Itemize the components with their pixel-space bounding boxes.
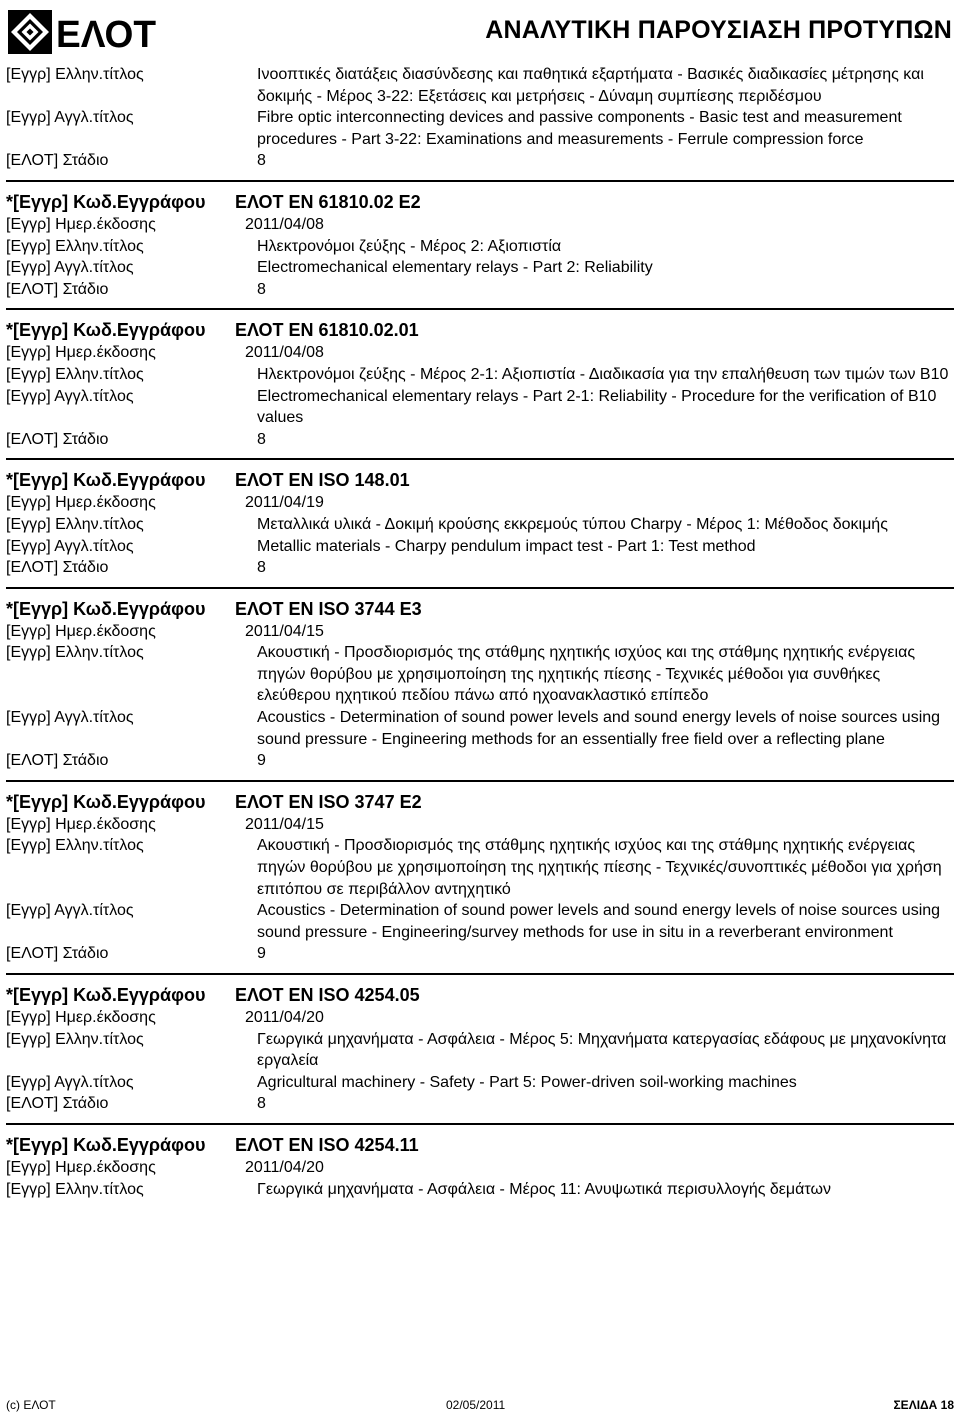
- date-label: [Εγγρ] Ημερ.έκδοσης: [6, 344, 156, 362]
- stage-value: 8: [257, 152, 266, 170]
- code-value: ΕΛΟΤ EN ISO 4254.11: [235, 1134, 419, 1155]
- date-value: 2011/04/19: [245, 494, 324, 512]
- greek-title-value: Μεταλλικά υλικά - Δοκιμή κρούσης εκκρεμούς τύπου Charpy - Μέρος 1: Μέθοδος δοκιμής: [257, 515, 888, 533]
- english-title-label: [Εγγρ] Αγγλ.τίτλος: [6, 109, 134, 127]
- code-label: *[Εγγρ] Κωδ.Εγγράφου: [6, 791, 206, 812]
- standards-list: [6, 64, 954, 1200]
- footer-page-number: ΣΕΛΙΔΑ 18: [893, 1398, 954, 1412]
- standard-record: [6, 64, 954, 182]
- english-title-value: Acoustics - Determination of sound power levels and sound energy levels of noise sources using sound pressure - Engineering methods for an essentially free field over a reflecting plane: [257, 709, 941, 748]
- date-value: 2011/04/20: [245, 1009, 324, 1026]
- page-footer: [6, 1397, 954, 1413]
- stage-value: 8: [257, 559, 266, 577]
- greek-title-value: Ηλεκτρονόμοι ζεύξης - Μέρος 2: Αξιοπιστία: [257, 237, 562, 255]
- stage-value: 9: [257, 752, 266, 770]
- greek-title-value: Γεωργικά μηχανήματα - Ασφάλεια - Μέρος 5: Μηχανήματα κατεργασίας εδάφους με μηχανοκίνητα εργαλεία: [257, 1030, 947, 1070]
- date-row: [6, 621, 954, 643]
- code-value: ΕΛΟΤ EN ISO 3744 E3: [235, 598, 422, 619]
- date-value: 2011/04/15: [245, 622, 324, 640]
- stage-label: [ΕΛΟΤ] Στάδιο: [6, 152, 109, 170]
- english-title-value: Fibre optic interconnecting devices and passive components - Basic test and measurement procedures - Part 3-22: Examinations and measurements - Ferrule compression force: [257, 109, 902, 148]
- greek-title-label: [Εγγρ] Ελλην.τίτλος: [6, 515, 144, 533]
- english-title-row: [6, 1072, 954, 1094]
- code-label: *[Εγγρ] Κωδ.Εγγράφου: [6, 1134, 206, 1155]
- greek-title-label: [Εγγρ] Ελλην.τίτλος: [6, 837, 144, 855]
- stage-row: [6, 429, 954, 451]
- greek-title-label: [Εγγρ] Ελλην.τίτλος: [6, 1030, 144, 1048]
- stage-value: 8: [257, 430, 266, 448]
- greek-title-row: [6, 364, 954, 386]
- stage-row: [6, 1093, 954, 1115]
- english-title-label: [Εγγρ] Αγγλ.τίτλος: [6, 902, 134, 920]
- stage-row: [6, 150, 954, 172]
- standard-record: [6, 460, 954, 588]
- greek-title-row: [6, 64, 954, 107]
- stage-row: [6, 279, 954, 301]
- date-label: [Εγγρ] Ημερ.έκδοσης: [6, 815, 156, 833]
- greek-title-label: [Εγγρ] Ελλην.τίτλος: [6, 1180, 144, 1198]
- greek-title-value: Ηλεκτρονόμοι ζεύξης - Μέρος 2-1: Αξιοπιστία - Διαδικασία για την επαλήθευση των τιμών των B10: [257, 365, 949, 383]
- stage-value: 9: [257, 945, 266, 963]
- english-title-row: [6, 257, 954, 279]
- greek-title-value: Ακουστική - Προσδιορισμός της στάθμης ηχητικής ισχύος και της στάθμης ηχητικής ενέργειας πηγών θορύβου με χρησιμοποίηση της ηχητικής πίεσης - Τεχνικές μέθοδοι για συνθήκες ελεύθερου ηχητικού πεδίου πάνω από ηχοανακλαστικό επίπεδο: [257, 644, 916, 705]
- stage-value: 8: [257, 1095, 266, 1113]
- date-value: 2011/04/08: [245, 344, 324, 362]
- english-title-value: Metallic materials - Charpy pendulum impact test - Part 1: Test method: [257, 537, 756, 555]
- date-row: [6, 492, 954, 514]
- code-row: [6, 318, 954, 342]
- code-row: [6, 468, 954, 492]
- code-label: *[Εγγρ] Κωδ.Εγγράφου: [6, 598, 206, 619]
- code-value: ΕΛΟΤ EN 61810.02.01: [235, 320, 419, 341]
- stage-row: [6, 750, 954, 772]
- english-title-label: [Εγγρ] Αγγλ.τίτλος: [6, 1073, 134, 1091]
- greek-title-label: [Εγγρ] Ελλην.τίτλος: [6, 237, 144, 255]
- english-title-value: Agricultural machinery - Safety - Part 5: Power-driven soil-working machines: [257, 1073, 797, 1091]
- english-title-label: [Εγγρ] Αγγλ.τίτλος: [6, 387, 134, 405]
- code-label: *[Εγγρ] Κωδ.Εγγράφου: [6, 320, 206, 341]
- footer-date: 02/05/2011: [446, 1398, 506, 1412]
- date-row: [6, 1007, 954, 1029]
- date-row: [6, 342, 954, 364]
- date-label: [Εγγρ] Ημερ.έκδοσης: [6, 494, 156, 512]
- greek-title-label: [Εγγρ] Ελλην.τίτλος: [6, 66, 144, 83]
- page-title: ΑΝΑΛΥΤΙΚΗ ΠΑΡΟΥΣΙΑΣΗ ΠΡΟΤΥΠΩΝ: [485, 16, 952, 44]
- date-value: 2011/04/08: [245, 215, 324, 233]
- standard-record: [6, 310, 954, 460]
- greek-title-label: [Εγγρ] Ελλην.τίτλος: [6, 644, 144, 662]
- standard-record: [6, 782, 954, 975]
- greek-title-row: [6, 1029, 954, 1072]
- greek-title-row: [6, 514, 954, 536]
- stage-value: 8: [257, 280, 266, 298]
- logo-text: ΕΛΟΤ: [56, 14, 156, 54]
- standard-record: [6, 182, 954, 310]
- stage-label: [ΕΛΟΤ] Στάδιο: [6, 1095, 109, 1113]
- code-label: *[Εγγρ] Κωδ.Εγγράφου: [6, 191, 206, 212]
- english-title-value: Acoustics - Determination of sound power levels and sound energy levels of noise sources using sound pressure - Engineering/survey methods for use in situ in a reverberant environment: [257, 902, 941, 941]
- code-value: ΕΛΟΤ EN ISO 3747 E2: [235, 791, 422, 812]
- date-label: [Εγγρ] Ημερ.έκδοσης: [6, 215, 156, 233]
- date-label: [Εγγρ] Ημερ.έκδοσης: [6, 622, 156, 640]
- code-row: [6, 190, 954, 214]
- greek-title-row: [6, 642, 954, 707]
- stage-label: [ΕΛΟΤ] Στάδιο: [6, 945, 109, 963]
- greek-title-row: [6, 1179, 954, 1201]
- english-title-value: Electromechanical elementary relays - Part 2-1: Reliability - Procedure for the verification of B10 values: [257, 387, 937, 427]
- code-label: *[Εγγρ] Κωδ.Εγγράφου: [6, 470, 206, 491]
- english-title-row: [6, 900, 954, 943]
- greek-title-value: Ινοοπτικές διατάξεις διασύνδεσης και παθητικά εξαρτήματα - Βασικές διαδικασίες μέτρησης και δοκιμής - Μέρος 3-22: Εξετάσεις και μετρήσεις - Δύναμη συμπίεσης περιδέσμου: [257, 66, 924, 105]
- stage-row: [6, 943, 954, 965]
- date-row: [6, 1157, 954, 1179]
- stage-label: [ΕΛΟΤ] Στάδιο: [6, 430, 109, 448]
- greek-title-value: Γεωργικά μηχανήματα - Ασφάλεια - Μέρος 11: Ανυψωτικά περισυλλογής δεμάτων: [257, 1180, 831, 1198]
- english-title-label: [Εγγρ] Αγγλ.τίτλος: [6, 537, 134, 555]
- english-title-row: [6, 386, 954, 429]
- standard-record: [6, 1125, 954, 1200]
- code-value: ΕΛΟΤ EN 61810.02 E2: [235, 191, 421, 212]
- footer-copyright: (c) ΕΛΟΤ: [6, 1398, 56, 1412]
- date-label: [Εγγρ] Ημερ.έκδοσης: [6, 1158, 156, 1176]
- stage-label: [ΕΛΟΤ] Στάδιο: [6, 752, 109, 770]
- english-title-value: Electromechanical elementary relays - Part 2: Reliability: [257, 259, 653, 277]
- code-row: [6, 1133, 954, 1157]
- date-label: [Εγγρ] Ημερ.έκδοσης: [6, 1009, 156, 1026]
- stage-label: [ΕΛΟΤ] Στάδιο: [6, 559, 109, 577]
- greek-title-row: [6, 236, 954, 258]
- greek-title-row: [6, 835, 954, 900]
- english-title-label: [Εγγρ] Αγγλ.τίτλος: [6, 709, 134, 727]
- code-row: [6, 597, 954, 621]
- standard-record: [6, 975, 954, 1125]
- code-row: [6, 790, 954, 814]
- date-row: [6, 214, 954, 236]
- date-value: 2011/04/15: [245, 815, 324, 833]
- code-value: ΕΛΟΤ EN ISO 4254.05: [235, 985, 420, 1005]
- english-title-row: [6, 107, 954, 150]
- elot-logo: [8, 10, 158, 54]
- stage-label: [ΕΛΟΤ] Στάδιο: [6, 280, 109, 298]
- english-title-row: [6, 536, 954, 558]
- code-label: *[Εγγρ] Κωδ.Εγγράφου: [6, 985, 206, 1005]
- date-row: [6, 814, 954, 836]
- page-header: [0, 0, 960, 62]
- greek-title-value: Ακουστική - Προσδιορισμός της στάθμης ηχητικής ισχύος και της στάθμης ηχητικής ενέργειας πηγών θορύβου με χρησιμοποίηση της ηχητικής πίεσης - Τεχνικές/συνοπτικές μέθοδοι για χρήση επιτόπου σε περιβάλλον αντηχητικό: [257, 837, 942, 898]
- greek-title-label: [Εγγρ] Ελλην.τίτλος: [6, 365, 144, 383]
- standard-record: [6, 589, 954, 782]
- english-title-label: [Εγγρ] Αγγλ.τίτλος: [6, 259, 134, 277]
- stage-row: [6, 557, 954, 579]
- code-value: ΕΛΟΤ EN ISO 148.01: [235, 470, 410, 491]
- english-title-row: [6, 707, 954, 750]
- date-value: 2011/04/20: [245, 1158, 324, 1176]
- code-row: [6, 983, 954, 1007]
